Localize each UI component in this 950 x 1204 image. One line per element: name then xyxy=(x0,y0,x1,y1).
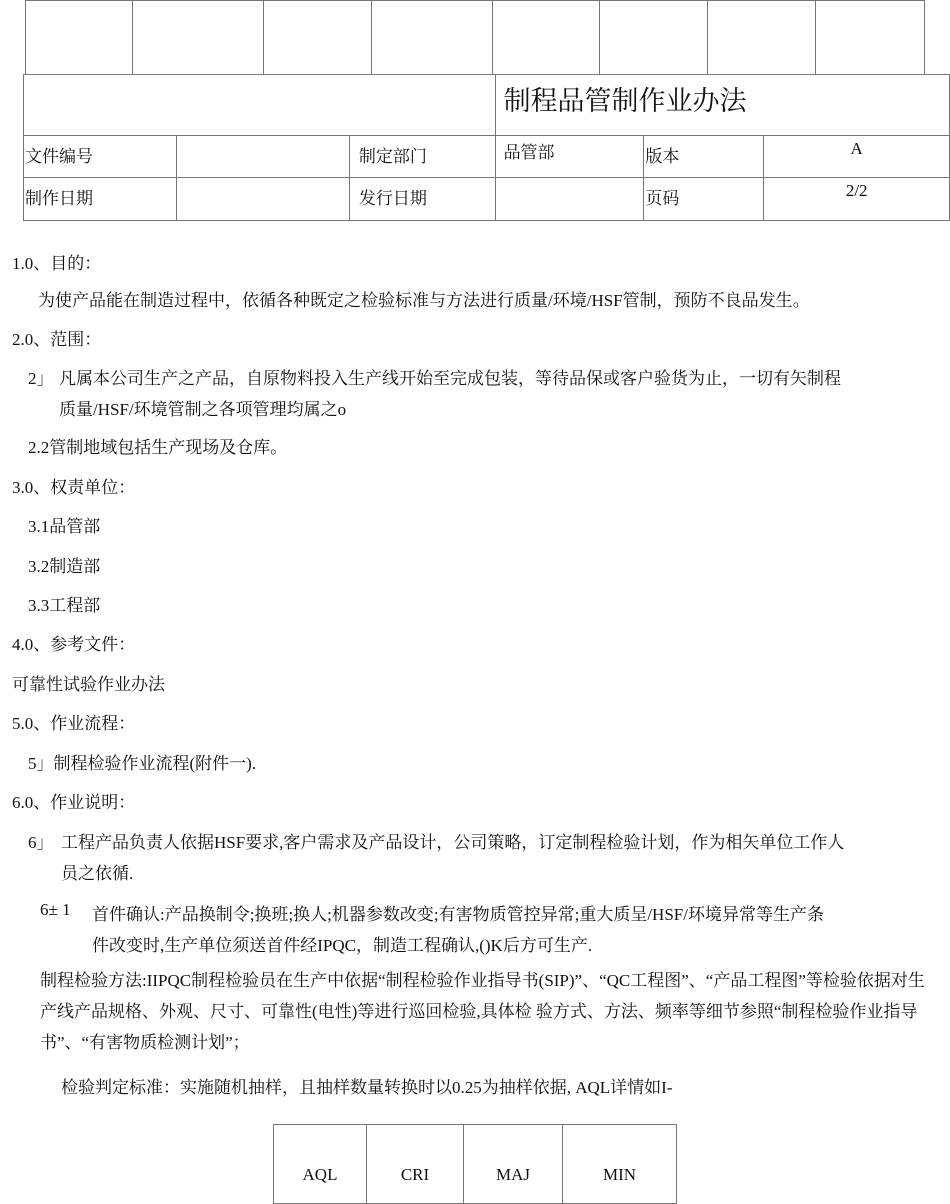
empty-cell xyxy=(26,1,133,75)
page-value: 2/2 xyxy=(764,178,950,221)
page-label: 页码 xyxy=(644,178,764,221)
document-header-table xyxy=(23,74,950,221)
section-4-text: 可靠性试验作业办法 xyxy=(12,675,165,694)
aql-header-maj: MAJ xyxy=(464,1125,563,1204)
top-empty-table xyxy=(25,0,925,75)
empty-cell xyxy=(816,1,925,75)
section-3-2: 3.2制造部 xyxy=(28,557,101,576)
section-2-1-line2: 质量/HSF/环境管制之各项管理均属之o xyxy=(59,400,347,419)
section-6-2-prefix: 6± 1 xyxy=(40,900,71,919)
section-4-heading: 4.0、参考文件： xyxy=(12,635,136,654)
header-blank-cell xyxy=(24,75,496,136)
empty-cell xyxy=(493,1,600,75)
inspection-method-paragraph: 制程检验方法:IIPQC制程检验员在生产中依据“制程检验作业指导书(SIP)”、“QC工程图”、“产品工程图”等检验依据对生产线产品规格、外观、尺寸、可靠性(电性)等进行巡回检验,具体检 验方式、方法、频率等细节参照“制程检验作业指导书”、“有害物质检测计划”； xyxy=(40,971,925,1052)
section-6-1-line2: 员之依循. xyxy=(61,864,134,883)
empty-cell xyxy=(372,1,493,75)
inspection-criteria-text: 检验判定标准：实施随机抽样，且抽样数量转换时以0.25为抽样依据, AQL详情如I- xyxy=(61,1078,673,1097)
issue-date-value xyxy=(495,178,644,221)
aql-header-aql: AQL xyxy=(274,1125,367,1204)
section-6-2-line2: 件改变时,生产单位须送首件经IPQC，制造工程确认,()K后方可生产. xyxy=(92,936,593,955)
issue-date-label: 发行日期 xyxy=(349,178,495,221)
date-label: 制作日期 xyxy=(24,178,177,221)
aql-header-min: MIN xyxy=(563,1125,677,1204)
section-3-heading: 3.0、权责单位： xyxy=(12,478,136,497)
section-6-1-line1: 工程产品负责人依据HSF要求,客户需求及产品设计，公司策略，订定制程检验计划，作为相矢单位工作人 xyxy=(61,833,845,852)
section-1-heading: 1.0、目的： xyxy=(12,254,102,273)
section-6-heading: 6.0、作业说明： xyxy=(12,793,136,812)
empty-cell xyxy=(708,1,816,75)
doc-no-value xyxy=(176,136,349,178)
section-6-1-prefix: 6」 xyxy=(28,833,54,852)
empty-cell xyxy=(133,1,264,75)
date-value xyxy=(176,178,349,221)
version-label: 版本 xyxy=(644,136,764,178)
dept-value: 品管部 xyxy=(495,136,644,178)
version-value: A xyxy=(764,136,950,178)
section-3-3: 3.3工程部 xyxy=(28,596,101,615)
dept-label: 制定部门 xyxy=(349,136,495,178)
aql-header-cri: CRI xyxy=(367,1125,464,1204)
section-5-heading: 5.0、作业流程： xyxy=(12,714,136,733)
section-2-1-prefix: 2」 xyxy=(28,369,54,388)
doc-no-label: 文件编号 xyxy=(24,136,177,178)
empty-cell xyxy=(264,1,372,75)
section-3-1: 3.1品管部 xyxy=(28,517,101,536)
page-title: 制程品管制作业办法 xyxy=(495,75,949,136)
section-6-2-line1: 首件确认:产品换制令;换班;换人;机器参数改变;有害物质管控异常;重大质呈/HSF/环境异常等生产条 xyxy=(92,905,824,924)
aql-table xyxy=(273,1124,677,1204)
section-2-heading: 2.0、范围： xyxy=(12,330,102,349)
section-2-1-line1: 凡属本公司生产之产品，自原物料投入生产线开始至完成包装，等待品保或客户验货为止，一切有矢制程 xyxy=(59,369,841,388)
section-1-text: 为使产品能在制造过程中，依循各种既定之检验标准与方法进行质量/环境/HSF管制，预防不良品发生。 xyxy=(38,291,810,310)
empty-cell xyxy=(600,1,708,75)
section-2-2: 2.2管制地域包括生产现场及仓库。 xyxy=(28,438,288,457)
section-5-1: 5」制程检验作业流程(附件一). xyxy=(28,754,257,773)
